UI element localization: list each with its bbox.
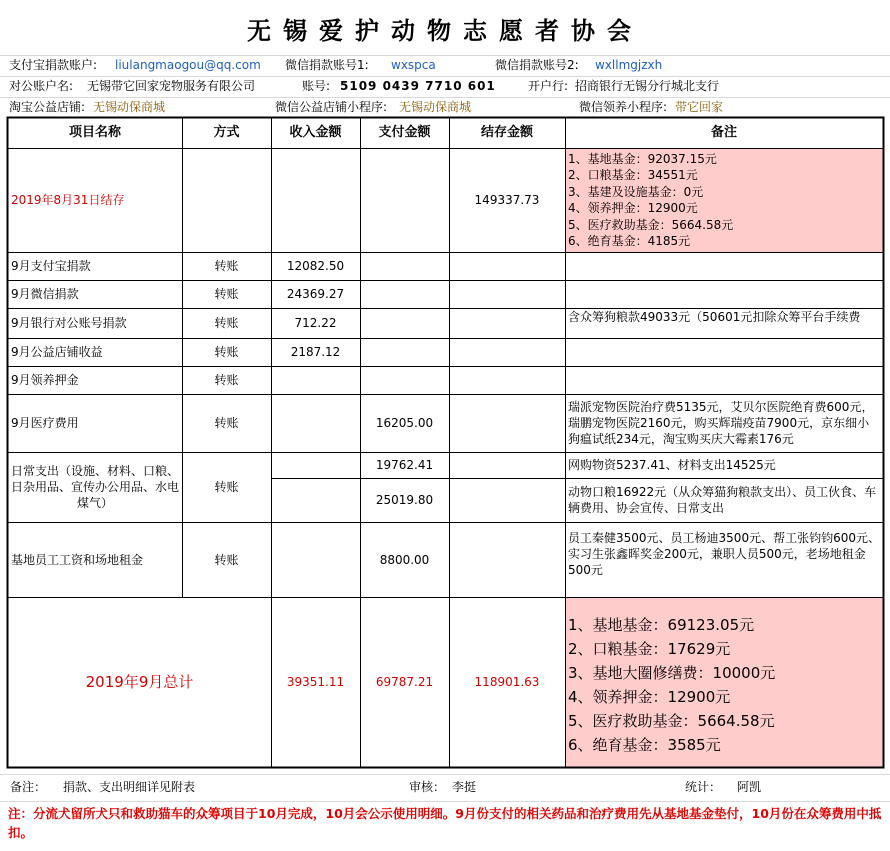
wechat1-account: wxspca	[391, 58, 436, 72]
row-income: 712.22	[294, 316, 337, 330]
footer-statistician: 阿凯	[737, 780, 762, 794]
opening-note-2: 2、口粮基金：34551元	[568, 168, 698, 182]
acct-label: 账号:	[302, 79, 331, 93]
daily-method: 转账	[214, 480, 239, 494]
opening-note-5: 5、医疗救助基金：5664.58元	[568, 217, 734, 232]
account-line-1	[9, 55, 889, 75]
total-notes	[565, 597, 883, 767]
row-method: 转账	[214, 259, 239, 273]
footer-audit-label: 审核：	[409, 780, 446, 794]
daily-expense-1: 19762.41	[375, 458, 434, 472]
bank-name: 招商银行无锡分行城北支行	[575, 79, 720, 93]
col-header-income: 收入金额	[289, 125, 342, 140]
footer-note-label: 备注：	[10, 780, 47, 794]
staff-note: 员工秦健3500元、员工杨迪3500元、帮工张钧钧600元、实习生张鑫晖奖金200元，兼职人员500元，老场地租金500元	[568, 531, 880, 577]
row-name: 9月微信捐款	[11, 287, 79, 301]
daily-expense-2: 25019.80	[375, 493, 434, 507]
row-name: 9月支付宝捐款	[11, 259, 91, 273]
opening-name: 2019年8月31日结存	[11, 193, 125, 207]
row-name: 9月公益店铺收益	[11, 345, 103, 359]
footer-warning: 注：分流犬留所犬只和救助猫车的众筹项目于10月完成，10月会公示使用明细。9月份支付的相关药品和治疗费用先从基地基金垫付，10月份在众筹费用中抵扣。	[8, 806, 882, 840]
staff-name: 基地员工工资和场地租金	[11, 552, 144, 567]
page-title: 无锡爱护动物志愿者协会	[247, 15, 643, 45]
alipay-label: 支付宝捐款账户:	[9, 58, 98, 72]
staff-method: 转账	[214, 552, 239, 567]
col-header-balance: 结存金额	[480, 125, 533, 140]
account-line-3	[9, 97, 889, 117]
opening-note-1: 1、基地基金：92037.15元	[568, 151, 717, 166]
row-income: 2187.12	[290, 345, 341, 359]
staff-expense: 8800.00	[379, 552, 430, 567]
col-header-item: 项目名称	[68, 125, 121, 140]
row-method: 转账	[214, 316, 239, 330]
daily-note-2: 动物口粮16922元（从众筹猫狗粮款支出）、员工伙食、车辆费用、协会宣传、日常支出	[568, 485, 877, 515]
row-income: 24369.27	[286, 287, 345, 301]
bank-label: 开户行:	[528, 79, 569, 93]
total-note-4: 4、领养押金：12900元	[568, 688, 731, 706]
opening-balance: 149337.73	[474, 193, 540, 207]
row-note: 瑞派宠物医院治疗费5135元，艾贝尔医院绝育费600元，瑞鹏宠物医院2160元，购买辉瑞疫苗7900元，京东细小狗瘟试纸234元，淘宝购买庆大霉素176元	[568, 400, 874, 446]
total-note-6: 6、绝育基金：3585元	[568, 736, 721, 754]
row-method: 转账	[214, 373, 239, 387]
total-note-1: 1、基地基金：69123.05元	[568, 616, 755, 634]
corp-label: 对公账户名:	[9, 79, 74, 93]
opening-note-4: 4、领养押金：12900元	[568, 201, 698, 215]
footer-stat-label: 统计：	[685, 780, 722, 794]
total-balance: 118901.63	[474, 675, 540, 689]
wxshop-name: 无锡动保商城	[399, 100, 472, 114]
wechat2-label: 微信捐款账号2:	[495, 58, 579, 72]
total-note-5: 5、医疗救助基金：5664.58元	[568, 712, 775, 730]
alipay-account: liulangmaogou@qq.com	[115, 58, 261, 72]
col-header-expense: 支付金额	[378, 125, 431, 140]
total-note-2: 2、口粮基金：17629元	[568, 640, 731, 658]
row-name: 9月银行对公账号捐款	[11, 316, 127, 330]
opening-note-3: 3、基建及设施基金：0元	[568, 184, 704, 199]
total-expense: 69787.21	[375, 675, 434, 689]
corp-name: 无锡带它回家宠物服务有限公司	[87, 79, 256, 93]
total-note-3: 3、基地大圈修缮费：10000元	[568, 664, 776, 682]
wxadopt-name: 带它回家	[675, 100, 724, 114]
wechat2-account: wxllmgjzxh	[595, 58, 663, 72]
opening-notes	[565, 148, 883, 252]
row-income: 12082.50	[286, 259, 345, 273]
row-name: 9月医疗费用	[11, 416, 79, 430]
wxadopt-label: 微信领养小程序:	[579, 100, 668, 114]
total-income: 39351.11	[286, 675, 345, 689]
opening-note-6: 6、绝育基金：4185元	[568, 234, 691, 248]
daily-name: 日常支出（设施、材料、口粮、日杂用品、宣传办公用品、水电煤气）	[10, 464, 179, 510]
acct-number: 5109 0439 7710 601	[340, 79, 496, 93]
wxshop-label: 微信公益店铺小程序:	[275, 100, 388, 114]
row-method: 转账	[214, 345, 239, 359]
row-name: 9月领养押金	[11, 373, 79, 387]
daily-note-1: 网购物资5237.41、材料支出14525元	[568, 458, 776, 472]
total-name: 2019年9月总计	[85, 673, 194, 691]
row-note: 含众筹狗粮款49033元（50601元扣除众筹平台手续费	[568, 310, 861, 324]
footer-note-value: 捐款、支出明细详见附表	[63, 780, 196, 794]
row-method: 转账	[214, 287, 239, 301]
wechat1-label: 微信捐款账号1:	[285, 58, 369, 72]
col-header-method: 方式	[213, 125, 240, 140]
account-line-2	[9, 76, 889, 96]
col-header-notes: 备注	[710, 125, 737, 140]
row-method: 转账	[214, 416, 239, 430]
taobao-shop: 无锡动保商城	[93, 100, 166, 114]
footer-auditor: 李挺	[452, 780, 477, 794]
row-expense: 16205.00	[375, 416, 434, 430]
taobao-label: 淘宝公益店铺:	[9, 100, 86, 114]
